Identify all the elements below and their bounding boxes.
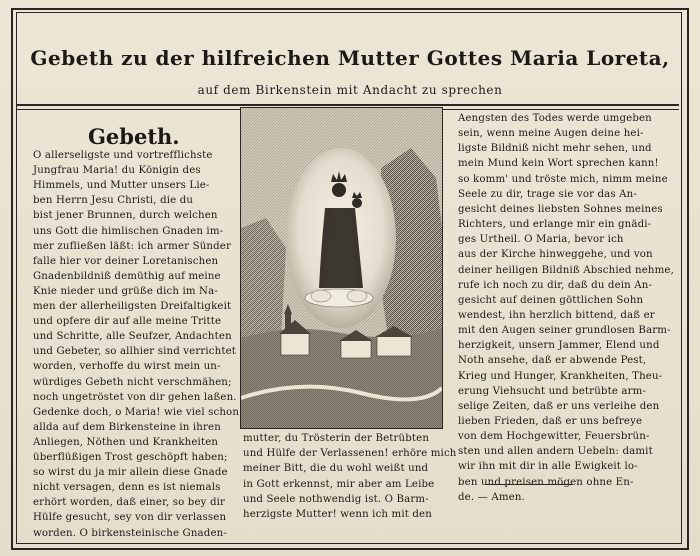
- left-column-line: Anliegen, Nöthen und Krankheiten: [33, 436, 219, 448]
- bottom-middle-line: meiner Bitt, die du wohl weißt und: [243, 463, 429, 475]
- right-column-line: ligste Bildniß nicht mehr sehen, und: [458, 143, 652, 155]
- right-column-line: wir ihn mit dir in alle Ewigkeit lo-: [458, 461, 638, 473]
- right-column-line: mit den Augen seiner grundlosen Barm-: [458, 325, 671, 337]
- left-column-line: und Gebeter, so allhier sind verrichtet: [33, 346, 237, 358]
- right-column-line: deiner heiligen Bildniß Abschied nehme,: [458, 264, 674, 276]
- left-column-line: worden. O birkensteinische Gnaden-: [33, 527, 227, 539]
- right-column-line: mein Mund kein Wort sprechen kann!: [458, 158, 659, 170]
- bottom-middle-line: und Hülfe der Verlassenen! erhöre mich: [243, 448, 457, 460]
- right-column-line: gesicht deines liebsten Sohnes meines: [458, 203, 663, 215]
- bottom-middle-line: mutter, du Trösterin der Betrübten: [243, 433, 430, 444]
- right-column-line: erung Viehsucht und betrübte arm-: [458, 385, 647, 397]
- right-column-line: sten und allen andern Uebeln: damit: [458, 446, 653, 458]
- left-column-line: erhört worden, daß einer, so bey dir: [33, 497, 226, 509]
- madonna-engraving: [240, 107, 443, 429]
- right-column-line: herzigkeit, unsern Jammer, Elend und: [458, 340, 660, 352]
- left-column-line: überflüßigen Trost geschöpft haben;: [33, 452, 228, 463]
- bottom-middle-line: herzigste Mutter! wenn ich mit den: [243, 509, 432, 520]
- left-column-line: so wirst du ja mir allein diese Gnade: [33, 467, 228, 479]
- left-column-line: ben Herrn Jesu Christi, die du: [33, 195, 194, 207]
- left-column-line: nicht versagen, denn es ist niemals: [33, 482, 221, 494]
- left-column-line: Gedenke doch, o Maria! wie viel schon: [33, 406, 240, 418]
- prayer-title: Gebeth zu der hilfreichen Mutter Gottes Maria Loreta,: [30, 46, 670, 70]
- left-column-line: men der allerheiligsten Dreifaltigkeit: [33, 301, 232, 312]
- left-column-line: mer zufließen läßt: ich armer Sünder: [33, 240, 232, 252]
- left-column-line: Jungfrau Maria! du Königin des: [33, 165, 201, 177]
- left-column-line: bist jener Brunnen, durch welchen: [33, 210, 218, 222]
- right-column-line: Richters, und erlange mir ein gnädi-: [458, 219, 652, 231]
- right-column-line: so komm' und tröste mich, nimm meine: [458, 173, 668, 185]
- left-column-line: und opfere dir auf alle meine Tritte: [33, 316, 222, 328]
- left-column-line: Gnadenbildniß demüthig auf meine: [33, 270, 221, 282]
- right-column-line: rufe ich noch zu dir, daß du dein An-: [458, 279, 653, 291]
- right-column-line: von dem Hochgewitter, Feuersbrün-: [458, 431, 650, 443]
- left-column-line: allda auf dem Birkensteine in ihren: [33, 421, 221, 433]
- left-column-line: Knie nieder und grüße dich im Na-: [33, 285, 218, 297]
- right-column-line: ben und preisen mögen ohne En-: [458, 476, 634, 488]
- prayer-subtitle: auf dem Birkenstein mit Andacht zu sprechen: [197, 83, 503, 97]
- section-title: Gebeth.: [88, 124, 180, 149]
- right-column-line: Seele zu dir, trage sie vor das An-: [458, 188, 637, 200]
- left-column-line: O allerseligste und vortrefflichste: [33, 150, 213, 161]
- right-column-line: Krieg und Hunger, Krankheiten, Theu-: [458, 370, 663, 382]
- right-column-line: de. — Amen.: [458, 491, 525, 503]
- right-column-line: ges Urtheil. O Maria, bevor ich: [458, 234, 624, 246]
- left-column-line: Hülfe gesucht, sey von dir verlassen: [33, 512, 227, 524]
- left-column-line: würdiges Gebeth nicht verschmähen;: [33, 376, 232, 388]
- bottom-middle-line: in Gott erkennst, mir aber am Leibe: [243, 478, 435, 490]
- bottom-middle-line: und Seele nothwendig ist. O Barm-: [243, 493, 429, 505]
- right-column-line: Aengsten des Todes werde umgeben: [458, 113, 652, 124]
- right-column-line: selige Zeiten, daß er uns verleihe den: [458, 400, 660, 412]
- right-column-line: sein, wenn meine Augen deine hei-: [458, 128, 644, 140]
- header-rule: [17, 104, 679, 106]
- right-column-line: aus der Kirche hinweggehe, und von: [458, 249, 653, 261]
- right-column-line: gesicht auf deinen göttlichen Sohn: [458, 294, 644, 306]
- left-column-line: worden, verhoffe du wirst mein un-: [33, 361, 221, 373]
- left-column-line: falle hier vor deiner Loretanischen: [33, 255, 219, 267]
- left-column-line: uns Gott die himlischen Gnaden im-: [33, 225, 224, 237]
- left-column-line: Himmels, und Mutter unsers Lie-: [33, 180, 210, 192]
- right-column-line: wendest, ihn herzlich bittend, daß er: [458, 309, 655, 321]
- signature-rule: [485, 484, 573, 485]
- right-column-line: Noth ansehe, daß er abwende Pest,: [458, 355, 647, 367]
- left-column-line: noch ungetröstet von dir gehen laßen.: [33, 391, 237, 403]
- left-column-line: und Schritte, alle Seufzer, Andachten: [33, 331, 232, 343]
- right-column-line: lieben Frieden, daß er uns befreye: [458, 416, 643, 427]
